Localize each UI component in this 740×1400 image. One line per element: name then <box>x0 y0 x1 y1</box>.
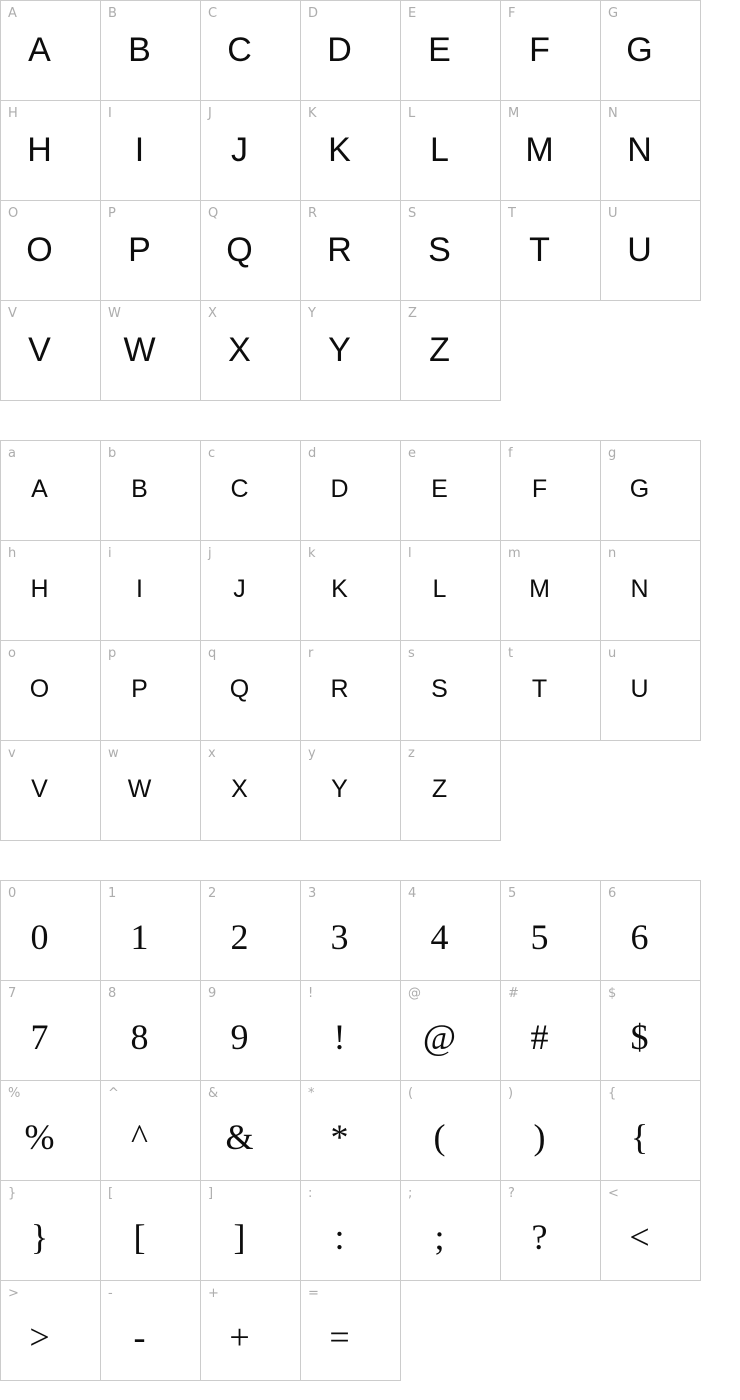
glyph-display: Q <box>229 675 250 703</box>
glyph-display: H <box>30 575 49 603</box>
glyph-label: d <box>308 446 317 461</box>
glyph-display: V <box>28 330 51 369</box>
glyph-cell <box>201 881 301 981</box>
glyph-cell <box>501 441 601 541</box>
glyph-cell <box>401 441 501 541</box>
glyph-display: U <box>627 230 652 269</box>
glyph-display: < <box>629 1216 650 1257</box>
glyph-label: = <box>308 1286 319 1301</box>
glyph-cell <box>301 1281 401 1381</box>
glyph-cell <box>1 641 101 741</box>
glyph-cell <box>301 641 401 741</box>
glyph-display: 8 <box>130 1016 149 1057</box>
glyph-label: q <box>208 646 217 661</box>
glyph-display: Y <box>331 775 348 803</box>
glyph-label: ) <box>508 1086 514 1101</box>
glyph-display: Z <box>429 330 450 369</box>
glyph-label: z <box>408 746 415 761</box>
glyph-cell <box>201 741 301 841</box>
glyph-label: ; <box>408 1186 413 1201</box>
glyph-display: I <box>136 575 143 603</box>
glyph-label: g <box>608 446 617 461</box>
glyph-display: G <box>629 475 650 503</box>
glyph-label: ] <box>208 1186 214 1201</box>
glyph-label: - <box>108 1286 113 1301</box>
glyph-label: : <box>308 1186 313 1201</box>
glyph-label: ? <box>508 1186 515 1201</box>
glyph-label: L <box>408 106 416 121</box>
glyph-label: [ <box>108 1186 114 1201</box>
glyph-cell <box>201 541 301 641</box>
glyph-cell <box>601 981 701 1081</box>
glyph-display: C <box>227 30 252 69</box>
glyph-cell <box>201 1281 301 1381</box>
glyph-cell <box>201 301 301 401</box>
glyph-display: @ <box>422 1016 457 1057</box>
glyph-label: V <box>8 306 17 321</box>
glyph-display: 6 <box>630 916 649 957</box>
glyph-cell <box>201 1 301 101</box>
glyph-display: - <box>133 1316 146 1357</box>
glyph-cell <box>401 641 501 741</box>
glyph-row <box>1 1 701 101</box>
glyph-label: f <box>508 446 513 461</box>
glyph-display: N <box>627 130 652 169</box>
glyph-display: H <box>27 130 52 169</box>
glyph-display: 4 <box>430 916 449 957</box>
glyph-label: k <box>308 546 316 561</box>
glyph-display: R <box>330 675 349 703</box>
glyph-label: } <box>8 1186 17 1201</box>
glyph-cell <box>101 1181 201 1281</box>
glyph-cell <box>301 1081 401 1181</box>
glyph-cell <box>401 981 501 1081</box>
glyph-display: } <box>30 1216 49 1257</box>
glyph-cell <box>401 1181 501 1281</box>
glyph-cell <box>1 1181 101 1281</box>
glyph-display: ( <box>433 1116 446 1157</box>
glyph-display: G <box>626 30 653 69</box>
glyph-cell <box>101 741 201 841</box>
glyph-display: 3 <box>330 916 349 957</box>
glyph-cell <box>1 1281 101 1381</box>
glyph-cell <box>501 881 601 981</box>
glyph-display: I <box>134 130 145 169</box>
glyph-display: A <box>31 475 48 503</box>
glyph-label: + <box>208 1286 219 1301</box>
glyph-label: b <box>108 446 117 461</box>
glyph-cell <box>1 201 101 301</box>
glyph-display: E <box>431 475 448 503</box>
glyph-display: 7 <box>30 1016 49 1057</box>
glyph-table-symbols <box>0 880 701 1381</box>
glyph-display: 1 <box>130 916 149 957</box>
glyph-display: W <box>123 330 156 369</box>
glyph-label: R <box>308 206 318 221</box>
glyph-display: ^ <box>131 1116 148 1157</box>
glyph-cell <box>401 1 501 101</box>
glyph-cell <box>601 441 701 541</box>
glyph-cell <box>401 881 501 981</box>
glyph-cell <box>301 101 401 201</box>
glyph-label: Z <box>408 306 417 321</box>
glyph-display: ) <box>533 1116 546 1157</box>
glyph-display: L <box>432 575 447 603</box>
glyph-cell <box>101 541 201 641</box>
glyph-label: D <box>308 6 319 21</box>
glyph-cell <box>301 741 401 841</box>
glyph-display: T <box>531 675 548 703</box>
glyph-cell <box>401 741 501 841</box>
glyph-display: M <box>529 575 550 603</box>
glyph-display: 2 <box>230 916 249 957</box>
glyph-display: X <box>228 330 251 369</box>
glyph-cell <box>601 1081 701 1181</box>
glyph-display: K <box>328 130 351 169</box>
glyph-cell <box>1 301 101 401</box>
glyph-label: n <box>608 546 617 561</box>
glyph-cell <box>1 541 101 641</box>
glyph-display: P <box>128 230 151 269</box>
glyph-label: v <box>8 746 16 761</box>
glyph-label: e <box>408 446 416 461</box>
glyph-label: O <box>8 206 19 221</box>
glyph-display: A <box>28 30 51 69</box>
glyph-cell <box>501 1181 601 1281</box>
glyph-row <box>1 101 701 201</box>
glyph-cell <box>601 101 701 201</box>
glyph-display: T <box>529 230 550 269</box>
glyph-label: t <box>508 646 514 661</box>
glyph-display: O <box>26 230 53 269</box>
glyph-label: T <box>508 206 516 221</box>
glyph-label: I <box>108 106 112 121</box>
glyph-cell <box>1 881 101 981</box>
glyph-display: Y <box>328 330 351 369</box>
glyph-label: W <box>108 306 121 321</box>
glyph-display: D <box>327 30 352 69</box>
glyph-display: : <box>334 1216 345 1257</box>
glyph-label: 0 <box>8 886 17 901</box>
glyph-label: ( <box>408 1086 414 1101</box>
glyph-label: y <box>308 746 316 761</box>
glyph-label: l <box>408 546 412 561</box>
glyph-cell <box>401 541 501 641</box>
glyph-display: V <box>31 775 48 803</box>
glyph-display: J <box>231 130 248 169</box>
glyph-display: L <box>430 130 449 169</box>
glyph-display: > <box>29 1316 50 1357</box>
glyph-cell <box>101 641 201 741</box>
glyph-label: C <box>208 6 218 21</box>
glyph-display: F <box>529 30 550 69</box>
glyph-label: 5 <box>508 886 517 901</box>
glyph-table-uppercase <box>0 0 701 401</box>
glyph-display: F <box>531 475 548 503</box>
glyph-display: $ <box>630 1016 649 1057</box>
glyph-display: & <box>225 1116 254 1157</box>
glyph-cell <box>201 441 301 541</box>
glyph-display: Q <box>226 230 253 269</box>
glyph-label: # <box>508 986 519 1001</box>
glyph-label: r <box>308 646 314 661</box>
glyph-cell <box>501 1081 601 1181</box>
glyph-display: P <box>131 675 148 703</box>
glyph-cell <box>301 541 401 641</box>
glyph-label: 1 <box>108 886 117 901</box>
glyph-display: M <box>525 130 554 169</box>
glyph-label: ! <box>308 986 314 1001</box>
glyph-cell <box>601 1181 701 1281</box>
glyph-label: S <box>408 206 417 221</box>
glyph-label: N <box>608 106 618 121</box>
glyph-cell <box>101 201 201 301</box>
glyph-cell <box>301 301 401 401</box>
glyph-label: A <box>8 6 17 21</box>
glyph-label: B <box>108 6 117 21</box>
glyph-label: 9 <box>208 986 217 1001</box>
glyph-label: J <box>208 106 212 121</box>
glyph-label: ^ <box>108 1086 119 1101</box>
glyph-cell <box>501 101 601 201</box>
glyph-label: K <box>308 106 317 121</box>
glyph-cell <box>301 981 401 1081</box>
glyph-cell <box>601 881 701 981</box>
glyph-display: U <box>630 675 649 703</box>
glyph-display: ; <box>434 1216 445 1257</box>
glyph-row <box>1 641 701 741</box>
glyph-row <box>1 1281 701 1381</box>
glyph-display: S <box>431 675 448 703</box>
glyph-display: ] <box>233 1216 246 1257</box>
glyph-label: 4 <box>408 886 417 901</box>
glyph-label: { <box>608 1086 617 1101</box>
glyph-cell <box>401 101 501 201</box>
glyph-display: E <box>428 30 451 69</box>
glyph-label: m <box>508 546 521 561</box>
glyph-display: W <box>127 775 152 803</box>
glyph-display: { <box>630 1116 649 1157</box>
glyph-label: Y <box>308 306 316 321</box>
glyph-label: * <box>308 1086 315 1101</box>
glyph-label: Q <box>208 206 219 221</box>
glyph-cell <box>301 881 401 981</box>
glyph-cell <box>501 1 601 101</box>
glyph-label: E <box>408 6 417 21</box>
glyph-label: c <box>208 446 216 461</box>
glyph-display: # <box>530 1016 549 1057</box>
glyph-row <box>1 1181 701 1281</box>
glyph-cell <box>1 441 101 541</box>
glyph-cell <box>501 981 601 1081</box>
glyph-display: % <box>24 1116 55 1157</box>
glyph-display: Z <box>431 775 448 803</box>
glyph-cell <box>1 741 101 841</box>
glyph-cell <box>601 641 701 741</box>
glyph-cell <box>201 1181 301 1281</box>
glyph-label: u <box>608 646 617 661</box>
glyph-cell <box>501 201 601 301</box>
glyph-label: 3 <box>308 886 317 901</box>
glyph-row <box>1 541 701 641</box>
glyph-label: a <box>8 446 16 461</box>
glyph-label: < <box>608 1186 619 1201</box>
glyph-label: i <box>108 546 112 561</box>
glyph-label: 6 <box>608 886 617 901</box>
glyph-label: 7 <box>8 986 17 1001</box>
glyph-label: p <box>108 646 117 661</box>
glyph-display: N <box>630 575 649 603</box>
glyph-display: C <box>230 475 249 503</box>
glyph-label: o <box>8 646 16 661</box>
glyph-table-smallcaps <box>0 440 701 841</box>
glyph-display: = <box>329 1316 350 1357</box>
glyph-cell <box>201 641 301 741</box>
glyph-cell <box>201 101 301 201</box>
glyph-cell <box>101 981 201 1081</box>
glyph-label: H <box>8 106 18 121</box>
glyph-cell <box>101 1 201 101</box>
glyph-row <box>1 441 701 541</box>
glyph-cell <box>101 1281 201 1381</box>
glyph-cell <box>101 441 201 541</box>
glyph-display: 0 <box>30 916 49 957</box>
glyph-cell <box>101 301 201 401</box>
glyph-cell <box>501 641 601 741</box>
glyph-cell <box>101 101 201 201</box>
glyph-cell <box>201 201 301 301</box>
glyph-label: G <box>608 6 619 21</box>
glyph-label: U <box>608 206 618 221</box>
glyph-display: J <box>233 575 246 603</box>
glyph-label: x <box>208 746 216 761</box>
glyph-cell <box>301 1181 401 1281</box>
glyph-row <box>1 301 701 401</box>
glyph-cell <box>201 1081 301 1181</box>
glyph-row <box>1 201 701 301</box>
glyph-cell <box>401 301 501 401</box>
glyph-display: 5 <box>530 916 549 957</box>
glyph-display: ! <box>333 1016 346 1057</box>
glyph-label: > <box>8 1286 19 1301</box>
glyph-display: [ <box>133 1216 146 1257</box>
glyph-cell <box>301 1 401 101</box>
glyph-display: S <box>428 230 451 269</box>
glyph-label: 2 <box>208 886 217 901</box>
glyph-display: D <box>330 475 349 503</box>
glyph-label: $ <box>608 986 617 1001</box>
glyph-display: + <box>229 1316 250 1357</box>
glyph-label: & <box>208 1086 219 1101</box>
glyph-cell <box>601 541 701 641</box>
glyph-cell <box>601 1 701 101</box>
glyph-cell <box>101 881 201 981</box>
glyph-row <box>1 741 701 841</box>
glyph-display: K <box>331 575 348 603</box>
glyph-display: O <box>29 675 50 703</box>
glyph-cell <box>1 981 101 1081</box>
glyph-cell <box>301 441 401 541</box>
glyph-display: * <box>330 1116 349 1157</box>
glyph-row <box>1 881 701 981</box>
glyph-label: X <box>208 306 217 321</box>
glyph-display: B <box>128 30 151 69</box>
glyph-display: X <box>231 775 248 803</box>
glyph-cell <box>401 201 501 301</box>
glyph-label: h <box>8 546 17 561</box>
glyph-cell <box>1 101 101 201</box>
glyph-label: w <box>108 746 119 761</box>
glyph-label: P <box>108 206 116 221</box>
glyph-cell <box>201 981 301 1081</box>
glyph-cell <box>601 201 701 301</box>
glyph-cell <box>301 201 401 301</box>
glyph-label: M <box>508 106 520 121</box>
glyph-label: % <box>8 1086 21 1101</box>
glyph-label: s <box>408 646 415 661</box>
glyph-cell <box>501 541 601 641</box>
glyph-display: B <box>131 475 148 503</box>
glyph-cell <box>1 1081 101 1181</box>
glyph-cell <box>101 1081 201 1181</box>
glyph-cell <box>1 1 101 101</box>
glyph-cell <box>401 1081 501 1181</box>
glyph-label: @ <box>408 986 421 1001</box>
glyph-label: F <box>508 6 516 21</box>
glyph-label: 8 <box>108 986 117 1001</box>
glyph-display: ? <box>531 1216 548 1257</box>
glyph-display: 9 <box>230 1016 249 1057</box>
glyph-row <box>1 1081 701 1181</box>
glyph-display: R <box>327 230 352 269</box>
glyph-row <box>1 981 701 1081</box>
glyph-label: j <box>208 546 212 561</box>
